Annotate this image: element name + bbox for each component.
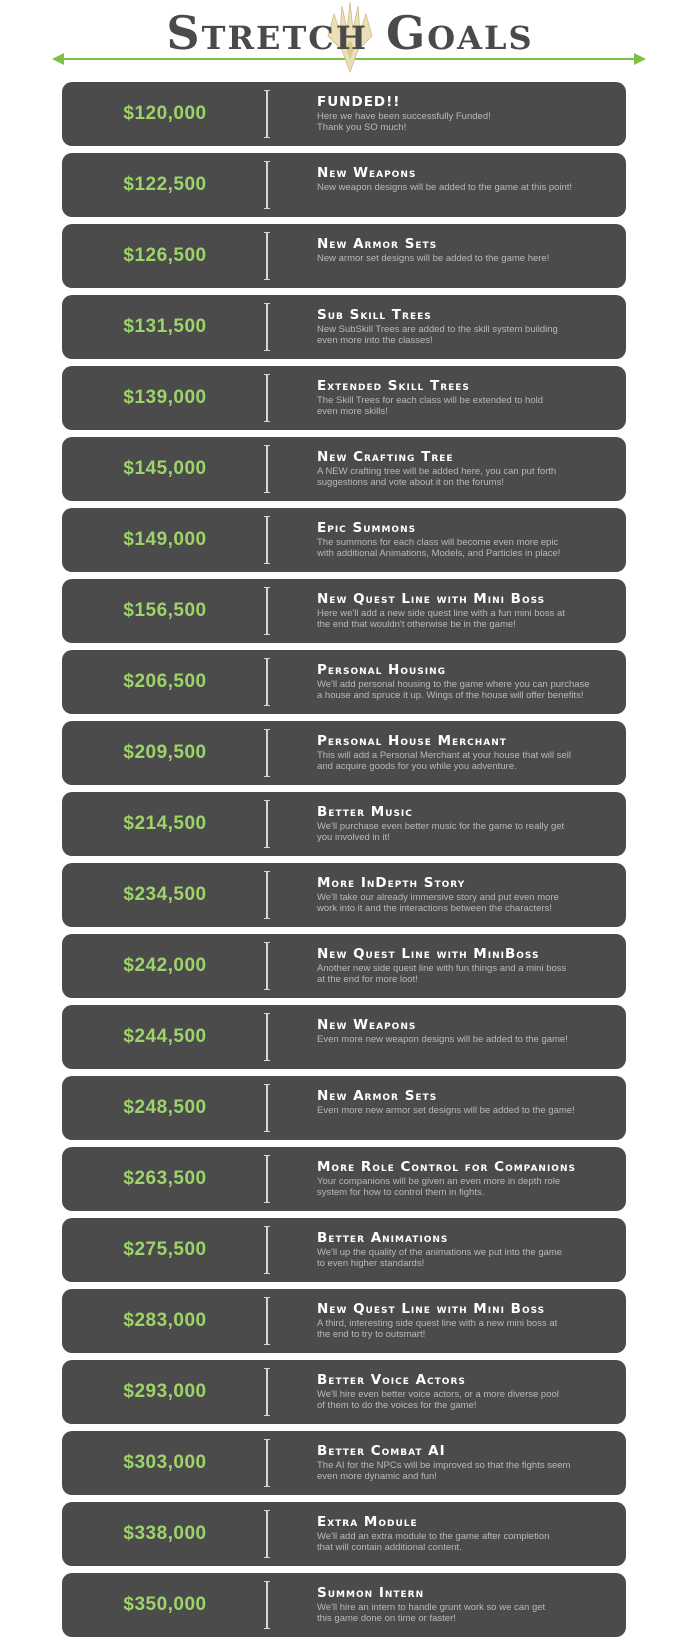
goal-title: New Quest Line with MiniBoss [317,946,540,962]
goal-title: Extra Module [317,1514,418,1530]
goal-description: This will add a Personal Merchant at your house that will sell and acquire goods for you while you adventure. [317,750,571,772]
goal-divider [266,374,268,422]
goal-title: Better Combat AI [317,1443,446,1459]
goal-card [62,295,626,359]
goal-info [317,1585,617,1624]
goal-description: The AI for the NPCs will be improved so that the fights seem even more dynamic and fun! [317,1460,571,1482]
goal-title: Better Music [317,804,413,820]
goal-divider [266,516,268,564]
goal-description: New armor set designs will be added to the game here! [317,253,550,264]
goal-amount: $242,000 [123,955,207,976]
goal-title: New Armor Sets [317,236,438,252]
goal-divider [266,232,268,280]
page-title: Stretch Goals [166,6,534,60]
goal-title: More InDepth Story [317,875,466,891]
goal-description: New weapon designs will be added to the game at this point! [317,182,573,193]
goal-amount: $283,000 [123,1310,207,1331]
goal-description: Here we'll add a new side quest line with a fun mini boss at the end that wouldn't otherwise be in the game! [317,608,565,630]
goal-title: Personal Housing [317,662,447,678]
goal-card [62,1147,626,1211]
goal-divider [266,303,268,351]
goal-amount: $122,500 [123,174,207,195]
goal-divider [266,1155,268,1203]
goal-title: Epic Summons [317,520,417,536]
goal-info [317,94,617,133]
goal-description: New SubSkill Trees are added to the skill system building even more into the classes! [317,324,558,346]
goal-info [317,520,617,559]
goal-card [62,1431,626,1495]
goal-title: New Weapons [317,1017,417,1033]
goal-divider [266,1510,268,1558]
goal-title: Personal House Merchant [317,733,507,749]
goal-title: New Armor Sets [317,1088,438,1104]
goal-divider [266,942,268,990]
goal-info [317,378,617,417]
goal-info [317,591,617,630]
goal-amount: $275,500 [123,1239,207,1260]
goal-divider [266,729,268,777]
goal-description: The Skill Trees for each class will be extended to hold even more skills! [317,395,544,417]
goal-info [317,733,617,772]
goal-amount: $303,000 [123,1452,207,1473]
goal-card [62,863,626,927]
goal-divider [266,1226,268,1274]
goal-divider [266,587,268,635]
goal-info [317,1301,617,1340]
goal-info [317,662,617,701]
goal-amount: $214,500 [123,813,207,834]
goal-info [317,1372,617,1411]
goal-amount: $293,000 [123,1381,207,1402]
goal-description: Even more new weapon designs will be added to the game! [317,1034,568,1045]
goal-description: Even more new armor set designs will be added to the game! [317,1105,575,1116]
goal-info [317,1088,617,1116]
goal-card [62,1076,626,1140]
goal-info [317,1017,617,1045]
goal-info [317,1443,617,1482]
goal-title: Summon Intern [317,1585,425,1601]
goal-amount: $209,500 [123,742,207,763]
goal-description: We'll up the quality of the animations we put into the game to even higher standards! [317,1247,563,1269]
goal-card [62,792,626,856]
goal-amount: $139,000 [123,387,207,408]
goal-divider [266,161,268,209]
goal-divider [266,445,268,493]
goal-amount: $263,500 [123,1168,207,1189]
goal-title: Better Voice Actors [317,1372,466,1388]
goal-info [317,1514,617,1553]
goal-divider [266,658,268,706]
goal-title: New Quest Line with Mini Boss [317,1301,546,1317]
goal-description: We'll add personal housing to the game where you can purchase a house and spruce it up. Wings of the house will offer benefits! [317,679,590,701]
goal-amount: $120,000 [123,103,207,124]
goal-card [62,82,626,146]
goal-description: We'll purchase even better music for the game to really get you involved in it! [317,821,565,843]
goal-title: Sub Skill Trees [317,307,432,323]
goal-title: Extended Skill Trees [317,378,470,394]
goal-card [62,1502,626,1566]
goal-card [62,508,626,572]
goal-amount: $206,500 [123,671,207,692]
goal-card [62,579,626,643]
goal-divider [266,1439,268,1487]
goal-title: More Role Control for Companions [317,1159,576,1175]
goal-divider [266,1297,268,1345]
goal-info [317,1230,617,1269]
goal-title: Better Animations [317,1230,449,1246]
goal-amount: $156,500 [123,600,207,621]
goal-card [62,224,626,288]
goal-amount: $244,500 [123,1026,207,1047]
goal-divider [266,1084,268,1132]
goal-card [62,1218,626,1282]
goal-title: New Weapons [317,165,417,181]
goal-divider [266,871,268,919]
goal-divider [266,90,268,138]
goal-divider [266,1013,268,1061]
goal-info [317,236,617,264]
goal-info [317,165,617,193]
goal-description: We'll take our already immersive story and put even more work into it and the interactions between the characters! [317,892,559,914]
goal-card [62,1289,626,1353]
goal-divider [266,1581,268,1629]
goals-list [62,82,626,1644]
goal-amount: $126,500 [123,245,207,266]
goal-card [62,1360,626,1424]
goal-divider [266,800,268,848]
goal-description: Another new side quest line with fun things and a mini boss at the end for more loot! [317,963,567,985]
goal-card [62,934,626,998]
goal-description: A third, interesting side quest line with a new mini boss at the end to try to outsmart! [317,1318,558,1340]
goal-description: A NEW crafting tree will be added here, you can put forth suggestions and vote about it on the forums! [317,466,557,488]
goal-amount: $350,000 [123,1594,207,1615]
goal-card [62,437,626,501]
goal-description: We'll hire an intern to handle grunt work so we can get this game done on time or faster! [317,1602,546,1624]
goal-description: We'll add an extra module to the game after completion that will contain additional content. [317,1531,550,1553]
goal-description: Your companions will be given an even more in depth role system for how to control them in fights. [317,1176,561,1198]
goal-description: The summons for each class will become even more epic with additional Animations, Models, and Particles in place! [317,537,561,559]
goal-amount: $145,000 [123,458,207,479]
goal-info [317,307,617,346]
goal-card [62,366,626,430]
goal-info [317,1159,617,1198]
goal-description: Here we have been successfully Funded! Thank you SO much! [317,111,491,133]
goal-amount: $131,500 [123,316,207,337]
goal-card [62,1573,626,1637]
goal-card [62,650,626,714]
goal-divider [266,1368,268,1416]
goal-amount: $338,000 [123,1523,207,1544]
goal-card [62,721,626,785]
goal-title: New Quest Line with Mini Boss [317,591,546,607]
goal-info [317,946,617,985]
goal-card [62,153,626,217]
goal-title: New Crafting Tree [317,449,454,465]
goal-info [317,875,617,914]
goal-card [62,1005,626,1069]
goal-amount: $149,000 [123,529,207,550]
goal-info [317,804,617,843]
goal-description: We'll hire even better voice actors, or a more diverse pool of them to do the voices for the game! [317,1389,559,1411]
goal-info [317,449,617,488]
goal-amount: $248,500 [123,1097,207,1118]
goal-amount: $234,500 [123,884,207,905]
page-header [0,0,700,80]
goal-title: FUNDED!! [317,94,401,110]
